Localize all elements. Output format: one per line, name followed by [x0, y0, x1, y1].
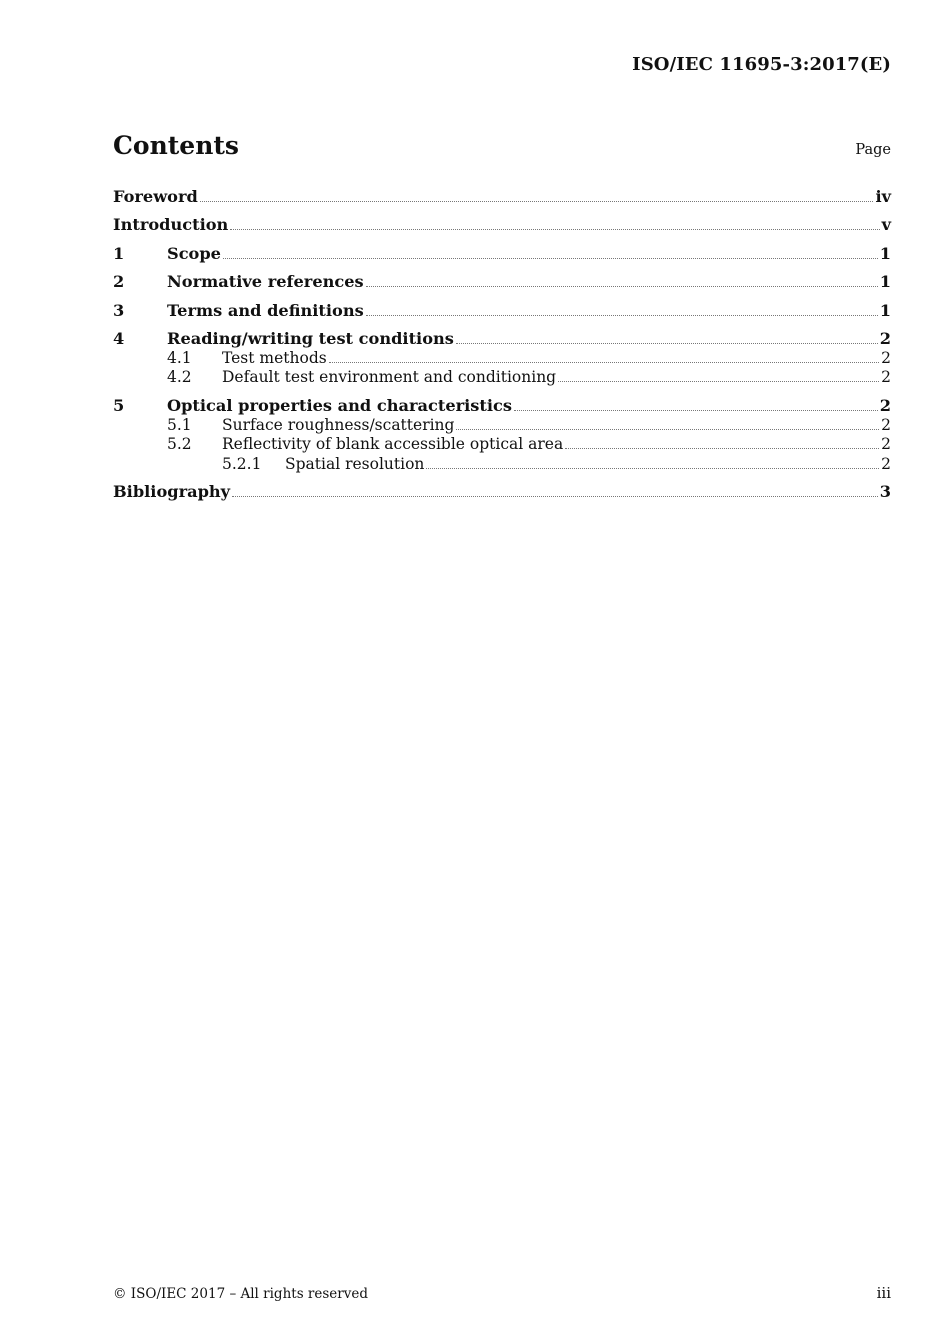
toc-entry-title: Default test environment and conditioning — [222, 368, 557, 386]
toc-leader — [232, 495, 878, 497]
toc-entry-test-methods[interactable] — [113, 347, 891, 367]
toc-entry-page: 1 — [879, 244, 891, 263]
toc-entry-optical-properties[interactable] — [113, 395, 891, 415]
toc-entry-page: 2 — [881, 435, 891, 453]
toc-entry-spatial-resolution[interactable] — [113, 453, 891, 473]
toc-entry-title: Reflectivity of blank accessible optical area — [222, 435, 564, 453]
toc-leader — [366, 314, 878, 316]
toc-entry-page: 2 — [881, 368, 891, 386]
toc-entry-title: Scope — [167, 244, 221, 263]
toc-entry-title: Optical properties and characteristics — [167, 396, 513, 415]
toc-entry-number: 4.1 — [167, 349, 192, 367]
toc-entry-page: 2 — [881, 455, 891, 473]
toc-entry-page: 2 — [881, 416, 891, 434]
toc-entry-reflectivity[interactable] — [113, 433, 891, 453]
toc-entry-number: 4.2 — [167, 368, 192, 386]
toc-entry-title: Normative references — [167, 272, 364, 291]
copyright-notice: © ISO/IEC 2017 – All rights reserved — [113, 1286, 368, 1302]
toc-entry-page: 2 — [879, 396, 891, 415]
toc-entry-title: Test methods — [222, 349, 327, 367]
toc-leader — [230, 228, 879, 230]
toc-leader — [329, 361, 879, 363]
toc-leader — [514, 409, 878, 411]
page-column-label: Page — [855, 142, 891, 158]
toc-entry-reading-writing-test-conditions[interactable] — [113, 328, 891, 348]
toc-leader — [223, 257, 878, 259]
toc-entry-title: Terms and definitions — [167, 301, 364, 320]
toc-entry-page: 1 — [879, 272, 891, 291]
toc-entry-normative-references[interactable] — [113, 271, 891, 291]
toc-leader — [426, 467, 879, 469]
page-number: iii — [876, 1284, 891, 1302]
toc-entry-number: 5 — [113, 396, 125, 415]
toc-leader — [366, 285, 878, 287]
contents-title: Contents — [113, 131, 240, 160]
toc-leader — [558, 380, 879, 382]
toc-entry-number: 5.2.1 — [222, 455, 262, 473]
toc-entry-title: Spatial resolution — [285, 455, 425, 473]
toc-entry-page: iv — [875, 187, 891, 206]
toc-entry-page: 1 — [879, 301, 891, 320]
toc-entry-page: 2 — [881, 349, 891, 367]
toc-entry-title: Surface roughness/scattering — [222, 416, 455, 434]
toc-entry-page: 2 — [879, 329, 891, 348]
toc-entry-number: 3 — [113, 301, 125, 320]
toc-entry-scope[interactable] — [113, 243, 891, 263]
toc-entry-surface-roughness[interactable] — [113, 414, 891, 434]
toc-entry-number: 1 — [113, 244, 125, 263]
toc-entry-title: Introduction — [113, 215, 229, 234]
toc-entry-page: 3 — [879, 482, 891, 501]
toc-entry-introduction[interactable] — [113, 214, 891, 234]
toc-entry-default-test-environment[interactable] — [113, 366, 891, 386]
toc-entry-title: Foreword — [113, 187, 198, 206]
toc-leader — [456, 428, 879, 430]
toc-entry-number: 2 — [113, 272, 125, 291]
toc-leader — [200, 200, 874, 202]
toc-entry-title: Reading/writing test conditions — [167, 329, 454, 348]
toc-leader — [565, 447, 879, 449]
toc-leader — [456, 342, 878, 344]
toc-entry-number: 5.1 — [167, 416, 192, 434]
toc-entry-title: Bibliography — [113, 482, 231, 501]
toc-entry-terms-and-definitions[interactable] — [113, 300, 891, 320]
document-code: ISO/IEC 11695-3:2017(E) — [632, 54, 891, 75]
toc-entry-number: 4 — [113, 329, 125, 348]
toc-entry-page: v — [881, 215, 891, 234]
toc-entry-bibliography[interactable] — [113, 481, 891, 501]
toc-entry-number: 5.2 — [167, 435, 192, 453]
toc-entry-foreword[interactable] — [113, 186, 891, 206]
